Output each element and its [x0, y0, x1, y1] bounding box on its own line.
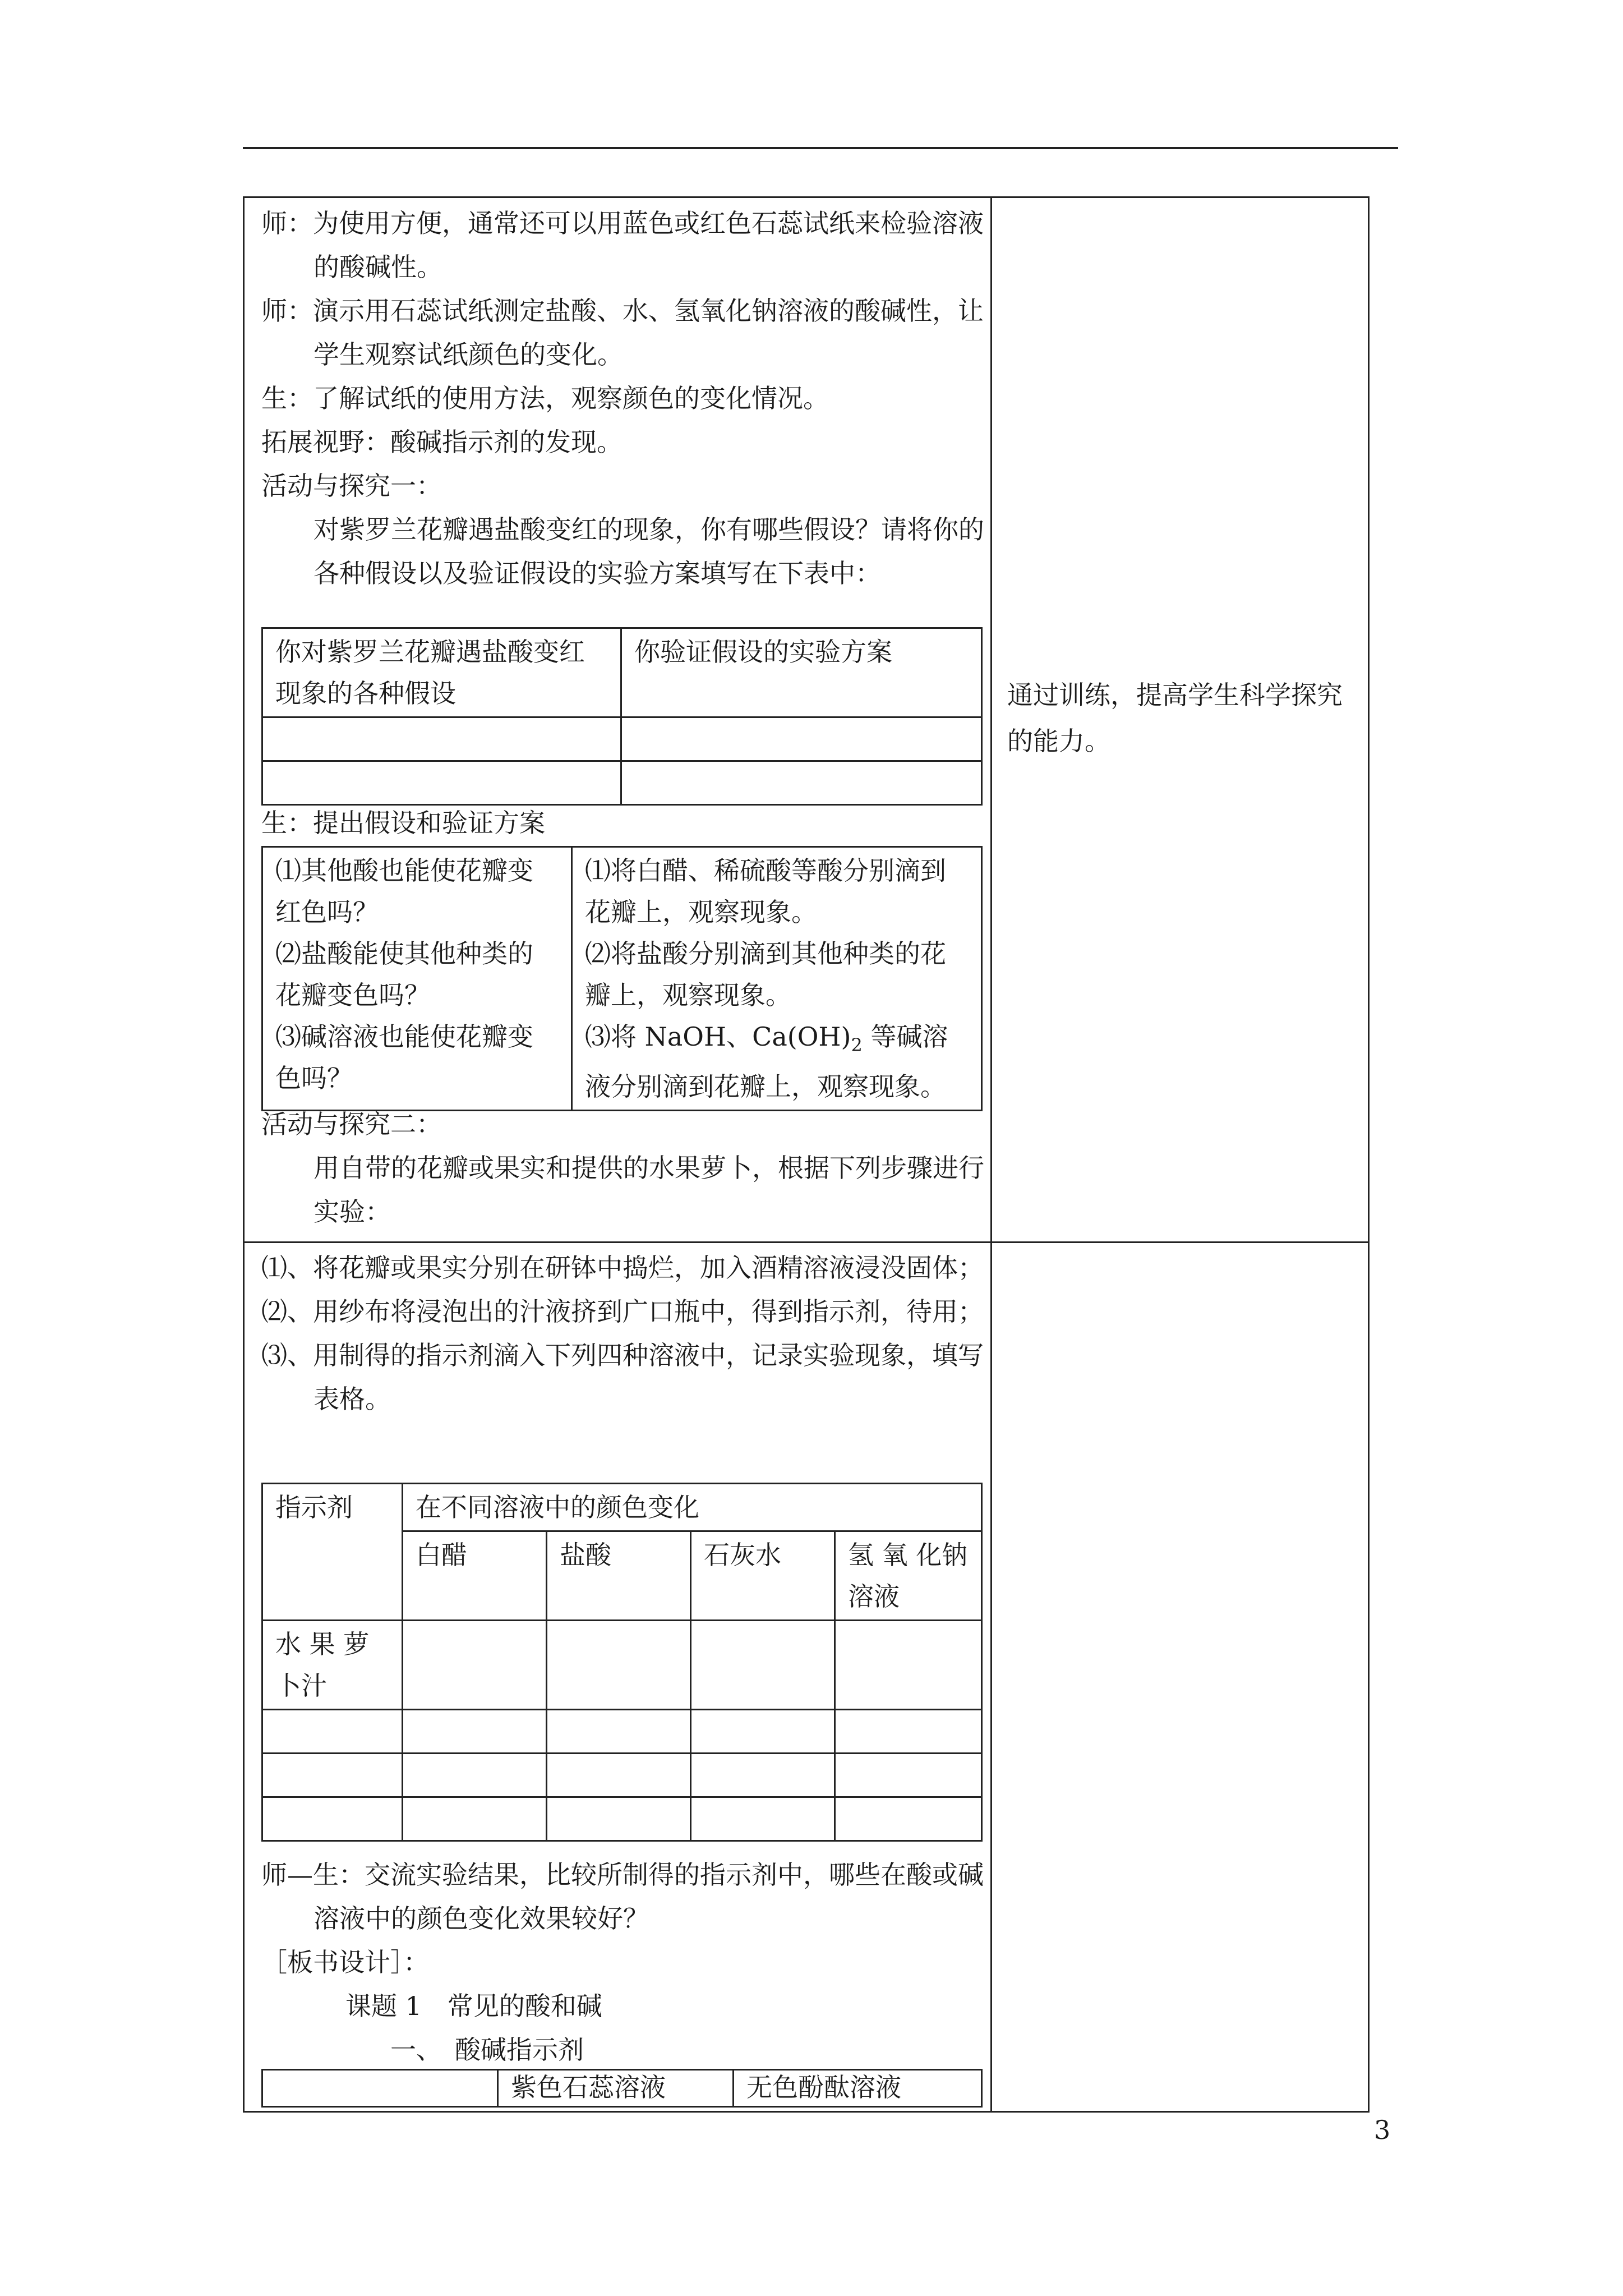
step-2: ⑵、用纱布将浸泡出的汁液挤到广口瓶中，得到指示剂，待用；	[261, 1296, 984, 1327]
blank-cell[interactable]	[691, 1754, 835, 1797]
teacher-line-2: 师：演示用石蕊试纸测定盐酸、水、氢氧化钠溶液的酸碱性，让学生观察试纸颜色的变化。	[261, 296, 984, 370]
table1-blank-cell[interactable]	[262, 761, 621, 805]
activity-1-title: 活动与探究一：	[261, 471, 442, 501]
student-propose-block	[261, 801, 985, 845]
blank-cell[interactable]	[547, 1621, 691, 1710]
blank-cell[interactable]	[403, 1797, 547, 1841]
plan-3	[585, 1016, 969, 1107]
activity-1-prompt: 对紫罗兰花瓣遇盐酸变红的现象，你有哪些假设？请将你的各种假设以及验证假设的实验方案填写在下表中：	[313, 514, 984, 588]
solution-header: 白醋	[403, 1531, 547, 1621]
row-divider	[245, 1241, 1368, 1243]
steps-block	[261, 1246, 985, 1421]
plan-3-part-a: ⑶将 NaOH、Ca(OH)	[585, 1022, 851, 1052]
design-intent-note: 通过训练，提高学生科学探究的能力。	[1007, 680, 1343, 756]
blank-cell[interactable]	[403, 1710, 547, 1754]
hypothesis-plan-table	[261, 846, 983, 1111]
litmus-header: 紫色石蕊溶液	[498, 2070, 734, 2107]
color-change-header: 在不同溶液中的颜色变化	[403, 1484, 982, 1531]
indicator-color-table	[261, 1483, 983, 1842]
table1-header-hypothesis: 你对紫罗兰花瓣遇盐酸变红现象的各种假设	[262, 628, 621, 717]
step-3: ⑶、用制得的指示剂滴入下列四种溶液中，记录实验现象，填写表格。	[261, 1340, 984, 1414]
student-propose-line: 生：提出假设和验证方案	[261, 808, 545, 838]
solution-header: 盐酸	[547, 1531, 691, 1621]
plan-3-subscript: 2	[851, 1034, 863, 1056]
phenolphthalein-header: 无色酚酞溶液	[734, 2070, 982, 2107]
header-rule	[243, 147, 1398, 149]
blank-cell[interactable]	[403, 1621, 547, 1710]
solution-header: 氢 氧 化钠溶液	[835, 1531, 982, 1621]
blank-cell[interactable]	[403, 1754, 547, 1797]
blank-cell[interactable]	[835, 1797, 982, 1841]
blank-cell[interactable]	[547, 1754, 691, 1797]
lesson-title: 课题 1 常见的酸和碱	[345, 1991, 602, 2021]
page-number: 3	[1374, 2115, 1391, 2145]
table1-blank-cell[interactable]	[621, 717, 982, 761]
plan-2: ⑵将盐酸分别滴到其他种类的花瓣上，观察现象。	[585, 938, 946, 1010]
solution-header: 石灰水	[691, 1531, 835, 1621]
hypothesis-blank-table	[261, 627, 983, 806]
plan-3-part-b: 等碱溶液分别滴到花瓣上，观察现象。	[585, 1022, 948, 1102]
blank-cell[interactable]	[262, 1710, 403, 1754]
section-title: 一、 酸碱指示剂	[390, 2035, 584, 2065]
step-1: ⑴、将花瓣或果实分别在研钵中捣烂，加入酒精溶液浸没固体；	[261, 1253, 984, 1283]
teaching-process-upper	[261, 201, 985, 595]
blank-cell[interactable]	[835, 1621, 982, 1710]
hypothesis-2: ⑵盐酸能使其他种类的花瓣变色吗？	[275, 938, 533, 1010]
blank-cell[interactable]	[691, 1710, 835, 1754]
activity-2-title: 活动与探究二：	[261, 1109, 442, 1139]
blank-cell[interactable]	[691, 1797, 835, 1841]
table1-blank-cell[interactable]	[621, 761, 982, 805]
blank-cell[interactable]	[262, 2070, 498, 2107]
discussion-line: 师—生：交流实验结果，比较所制得的指示剂中，哪些在酸或碱溶液中的颜色变化效果较好？	[261, 1860, 984, 1934]
student-line-1: 生：了解试纸的使用方法，观察颜色的变化情况。	[261, 383, 829, 413]
blank-cell[interactable]	[835, 1710, 982, 1754]
blank-cell[interactable]	[547, 1797, 691, 1841]
table1-blank-cell[interactable]	[262, 717, 621, 761]
blank-cell[interactable]	[691, 1621, 835, 1710]
teacher-line-1: 师：为使用方便，通常还可以用蓝色或红色石蕊试纸来检验溶液的酸碱性。	[261, 208, 984, 282]
summary-block	[261, 1853, 985, 2072]
activity-2-text: 用自带的花瓣或果实和提供的水果萝卜，根据下列步骤进行实验：	[313, 1153, 984, 1227]
plan-1: ⑴将白醋、稀硫酸等酸分别滴到花瓣上，观察现象。	[585, 855, 946, 927]
board-design-title: ［板书设计］：	[261, 1947, 429, 1977]
plans-cell	[572, 847, 982, 1111]
table1-header-plan: 你验证假设的实验方案	[621, 628, 982, 717]
blank-cell[interactable]	[835, 1754, 982, 1797]
column-divider	[990, 198, 992, 2111]
board-indicator-table	[261, 2069, 983, 2108]
extended-view-line: 拓展视野：酸碱指示剂的发现。	[261, 427, 623, 457]
hypotheses-cell	[262, 847, 572, 1111]
lesson-frame-table	[243, 196, 1370, 2113]
blank-cell[interactable]	[547, 1710, 691, 1754]
hypothesis-3: ⑶碱溶液也能使花瓣变色吗？	[275, 1022, 533, 1093]
indicator-header: 指示剂	[262, 1484, 403, 1621]
activity-2-block	[261, 1102, 985, 1234]
hypothesis-1: ⑴其他酸也能使花瓣变红色吗？	[275, 855, 533, 927]
radish-juice-label: 水 果 萝卜汁	[262, 1621, 403, 1710]
blank-cell[interactable]	[262, 1754, 403, 1797]
blank-cell[interactable]	[262, 1797, 403, 1841]
